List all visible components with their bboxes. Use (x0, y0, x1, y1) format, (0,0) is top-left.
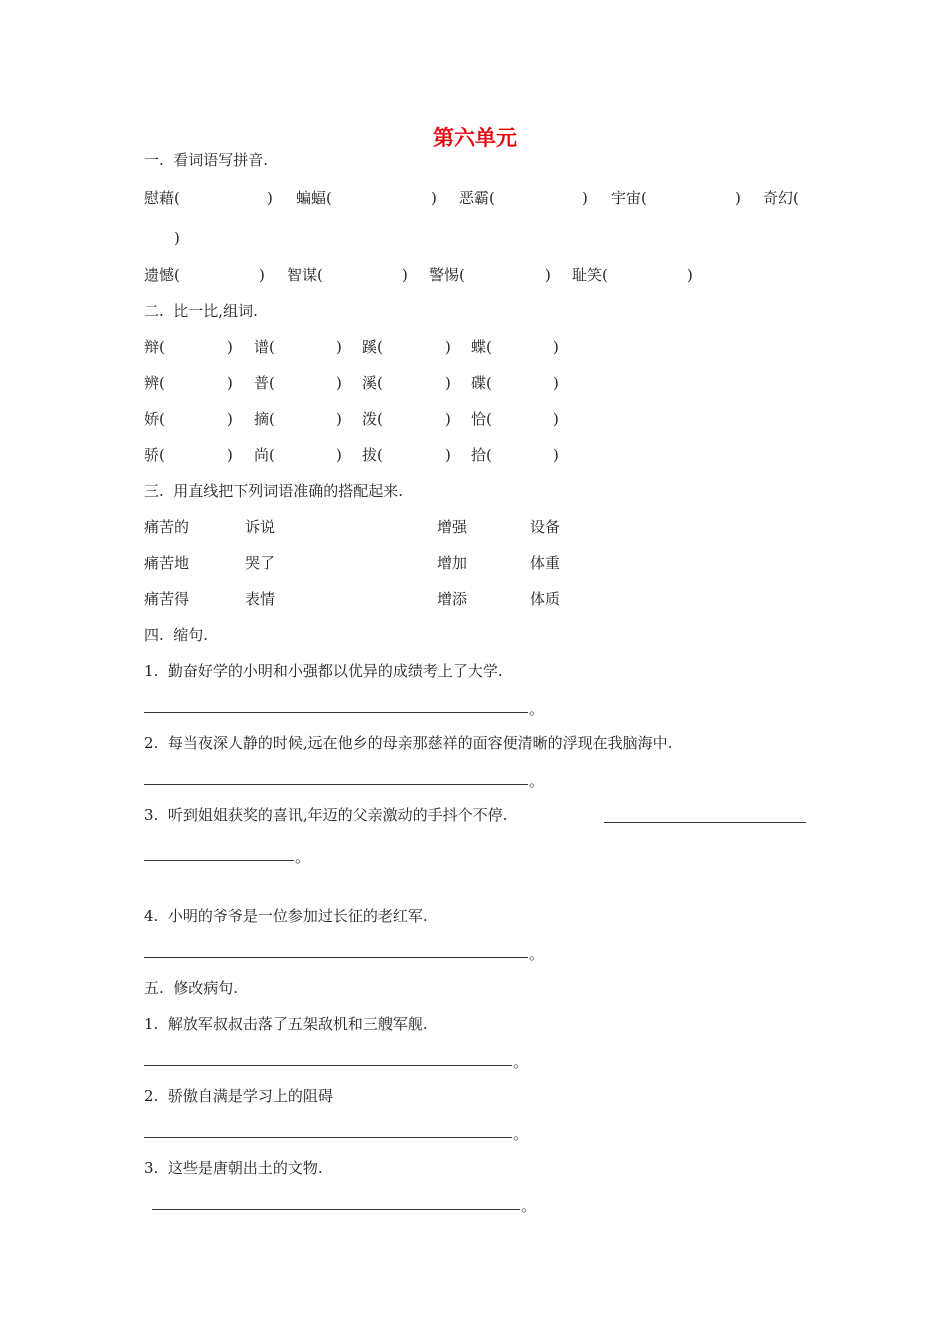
close-paren: ) (336, 410, 342, 428)
char-prompt: 娇( (144, 410, 165, 428)
char-prompt: 蝶( (471, 338, 492, 356)
match-word: 痛苦的 (144, 518, 190, 536)
period: 。 (513, 1053, 529, 1071)
char-prompt: 泼( (362, 410, 383, 428)
close-paren: ) (545, 266, 551, 284)
answer-line[interactable] (604, 822, 806, 823)
close-paren: ) (431, 189, 437, 207)
match-word: 哭了 (245, 554, 276, 572)
match-word: 诉说 (245, 518, 276, 536)
section-4-heading: 四. 缩句. (144, 626, 209, 644)
period: 。 (521, 1197, 537, 1215)
answer-line[interactable] (144, 957, 528, 958)
answer-line[interactable] (144, 860, 294, 861)
question-text: 3. 这些是唐朝出土的文物. (144, 1159, 323, 1177)
question-text: 1. 勤奋好学的小明和小强都以优异的成绩考上了大学. (144, 662, 503, 680)
char-prompt: 拾( (471, 446, 492, 464)
period: 。 (529, 772, 545, 790)
match-word: 设备 (530, 518, 561, 536)
match-word: 体质 (530, 590, 561, 608)
close-paren: ) (553, 410, 559, 428)
period: 。 (529, 700, 545, 718)
char-prompt: 恰( (471, 410, 492, 428)
word-prompt: 遗憾( (144, 266, 180, 284)
close-paren: ) (259, 266, 265, 284)
answer-line[interactable] (152, 1209, 520, 1210)
char-prompt: 溪( (362, 374, 383, 392)
word-prompt: 恶霸( (459, 189, 495, 207)
word-prompt: 蝙蝠( (296, 189, 332, 207)
close-paren: ) (227, 446, 233, 464)
close-paren: ) (582, 189, 588, 207)
question-text: 4. 小明的爷爷是一位参加过长征的老红军. (144, 907, 428, 925)
close-paren: ) (402, 266, 408, 284)
match-word: 痛苦得 (144, 590, 190, 608)
close-paren: ) (336, 338, 342, 356)
answer-line[interactable] (144, 712, 528, 713)
question-text: 3. 听到姐姐获奖的喜讯,年迈的父亲激动的手抖个不停. (144, 806, 508, 824)
close-paren: ) (445, 374, 451, 392)
word-prompt: 宇宙( (611, 189, 647, 207)
word-prompt: 智谋( (287, 266, 323, 284)
char-prompt: 骄( (144, 446, 165, 464)
question-text: 2. 每当夜深人静的时候,远在他乡的母亲那慈祥的面容便清晰的浮现在我脑海中. (144, 734, 673, 752)
match-word: 表情 (245, 590, 276, 608)
char-prompt: 碟( (471, 374, 492, 392)
close-paren: ) (553, 446, 559, 464)
word-prompt: 警惕( (429, 266, 465, 284)
char-prompt: 拔( (362, 446, 383, 464)
char-prompt: 辩( (144, 338, 165, 356)
close-paren: ) (445, 446, 451, 464)
char-prompt: 尚( (254, 446, 275, 464)
char-prompt: 辨( (144, 374, 165, 392)
period: 。 (295, 848, 311, 866)
match-word: 增加 (437, 554, 468, 572)
page-title: 第六单元 (433, 126, 517, 150)
match-word: 体重 (530, 554, 561, 572)
match-word: 痛苦地 (144, 554, 190, 572)
section-3-heading: 三. 用直线把下列词语准确的搭配起来. (144, 482, 404, 500)
close-paren: ) (687, 266, 693, 284)
char-prompt: 谱( (254, 338, 275, 356)
close-paren: ) (553, 374, 559, 392)
section-2-heading: 二. 比一比,组词. (144, 302, 258, 320)
question-text: 1. 解放军叔叔击落了五架敌机和三艘军舰. (144, 1015, 428, 1033)
close-paren: ) (336, 446, 342, 464)
char-prompt: 普( (254, 374, 275, 392)
answer-line[interactable] (144, 1065, 512, 1066)
close-paren: ) (553, 338, 559, 356)
close-paren: ) (267, 189, 273, 207)
close-paren: ) (227, 374, 233, 392)
char-prompt: 蹊( (362, 338, 383, 356)
word-prompt: 慰藉( (144, 189, 180, 207)
close-paren: ) (336, 374, 342, 392)
close-paren: ) (174, 229, 180, 247)
section-1-heading: 一. 看词语写拼音. (144, 151, 269, 169)
close-paren: ) (445, 410, 451, 428)
char-prompt: 摘( (254, 410, 275, 428)
close-paren: ) (445, 338, 451, 356)
section-5-heading: 五. 修改病句. (144, 979, 239, 997)
answer-line[interactable] (144, 1137, 512, 1138)
word-prompt: 耻笑( (572, 266, 608, 284)
close-paren: ) (735, 189, 741, 207)
period: 。 (513, 1125, 529, 1143)
close-paren: ) (227, 338, 233, 356)
answer-line[interactable] (144, 784, 528, 785)
close-paren: ) (227, 410, 233, 428)
word-prompt: 奇幻( (763, 189, 799, 207)
question-text: 2. 骄傲自满是学习上的阻碍 (144, 1087, 333, 1105)
match-word: 增添 (437, 590, 468, 608)
match-word: 增强 (437, 518, 468, 536)
period: 。 (529, 945, 545, 963)
